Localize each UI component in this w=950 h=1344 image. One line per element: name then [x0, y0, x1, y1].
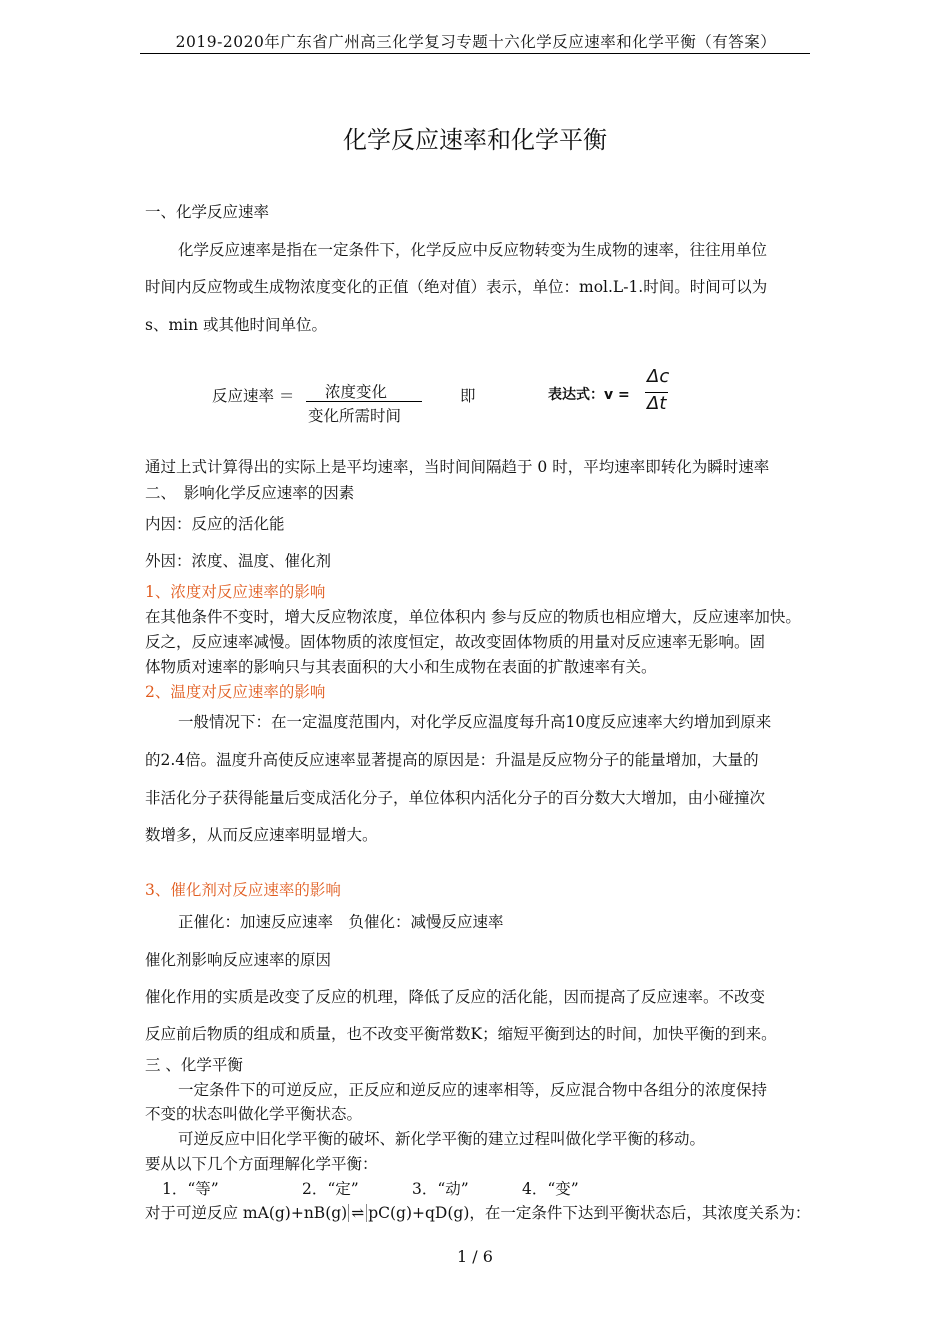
- c3-line-2: 催化剂影响反应速率的原因: [145, 951, 332, 969]
- expression-label: 表达式：v =: [548, 387, 630, 403]
- c3-line-1: 正催化：加速反应速率 负催化：减慢反应速率: [178, 913, 504, 931]
- page-header: 2019-2020年广东省广州高三化学复习专题十六化学反应速率和化学平衡（有答案）: [175, 33, 777, 51]
- s3-line-2: 不变的状态叫做化学平衡状态。: [145, 1105, 363, 1123]
- c1-line-1: 在其他条件不变时，增大反应物浓度，单位体积内 参与反应的物质也相应增大，反应速率加快。: [145, 608, 801, 626]
- page-title: 化学反应速率和化学平衡: [343, 126, 607, 154]
- reaction-lhs: 对于可逆反应 mA(g)+nB(g): [145, 1204, 348, 1222]
- item-4: 4．“变”: [522, 1180, 579, 1198]
- formula-lhs: 反应速率 ＝: [212, 387, 295, 405]
- fraction-bar: [306, 401, 422, 402]
- section-1-heading: 一、化学反应速率: [145, 203, 270, 221]
- s3-line-3: 可逆反应中旧化学平衡的破坏、新化学平衡的建立过程叫做化学平衡的移动。: [178, 1130, 706, 1148]
- catalyst-heading: 3、催化剂对反应速率的影响: [145, 881, 341, 899]
- item-3: 3．“动”: [412, 1180, 469, 1198]
- c1-line-2: 反之，反应速率减慢。固体物质的浓度恒定，故改变固体物质的用量对反应速率无影响。固: [145, 633, 766, 651]
- s1-line-1: 化学反应速率是指在一定条件下，化学反应中反应物转变为生成物的速率，往往用单位: [178, 241, 768, 259]
- c1-line-3: 体物质对速率的影响只与其表面积的大小和生成物在表面的扩散速率有关。: [145, 658, 657, 676]
- reaction-line: [145, 1201, 810, 1223]
- section-2-heading: 二、 影响化学反应速率的因素: [145, 484, 355, 502]
- concentration-heading: 1、浓度对反应速率的影响: [145, 583, 326, 601]
- c2-line-4: 数增多，从而反应速率明显增大。: [145, 826, 378, 844]
- inner-factor: 内因：反应的活化能: [145, 515, 285, 533]
- header-rule: [140, 53, 810, 54]
- delta-c: Δc: [647, 366, 670, 387]
- item-2: 2．“定”: [302, 1180, 359, 1198]
- outer-factors: 外因：浓度、温度、催化剂: [145, 552, 332, 570]
- s1-line-2: 时间内反应物或生成物浓度变化的正值（绝对值）表示，单位：mol.L-1.时间。时间可以为: [145, 278, 768, 296]
- reversible-arrow-icon: ⇌: [348, 1204, 367, 1222]
- section-3-heading: 三 、化学平衡: [145, 1056, 243, 1074]
- temperature-heading: 2、温度对反应速率的影响: [145, 683, 326, 701]
- c2-line-2: 的2.4倍。温度升高使反应速率显著提高的原因是：升温是反应物分子的能量增加，大量的: [145, 751, 759, 769]
- delta-t: Δt: [647, 393, 667, 414]
- c2-line-3: 非活化分子获得能量后变成活化分子，单位体积内活化分子的百分数大大增加，由小碰撞次: [145, 789, 766, 807]
- page-number: 1 / 6: [457, 1247, 493, 1266]
- item-1: 1．“等”: [162, 1180, 219, 1198]
- c3-line-3: 催化作用的实质是改变了反应的机理，降低了反应的活化能，因而提高了反应速率。不改变: [145, 988, 766, 1006]
- s1-line-3: s、min 或其他时间单位。: [145, 316, 328, 334]
- formula-denominator: 变化所需时间: [308, 407, 402, 425]
- c3-line-4: 反应前后物质的组成和质量，也不改变平衡常数K；缩短平衡到达的时间，加快平衡的到来。: [145, 1025, 777, 1043]
- s3-line-4: 要从以下几个方面理解化学平衡：: [145, 1155, 378, 1173]
- formula-ji: 即: [460, 387, 476, 405]
- reaction-rhs: pC(g)+qD(g)，在一定条件下达到平衡状态后，其浓度关系为：: [368, 1204, 811, 1222]
- s3-line-1: 一定条件下的可逆反应，正反应和逆反应的速率相等，反应混合物中各组分的浓度保持: [178, 1081, 768, 1099]
- c2-line-1: 一般情况下：在一定温度范围内，对化学反应温度每升高10度反应速率大约增加到原来: [178, 713, 772, 731]
- formula-numerator: 浓度变化: [325, 383, 388, 401]
- avg-rate-line: 通过上式计算得出的实际上是平均速率，当时间间隔趋于 0 时，平均速率即转化为瞬时速率: [145, 458, 770, 476]
